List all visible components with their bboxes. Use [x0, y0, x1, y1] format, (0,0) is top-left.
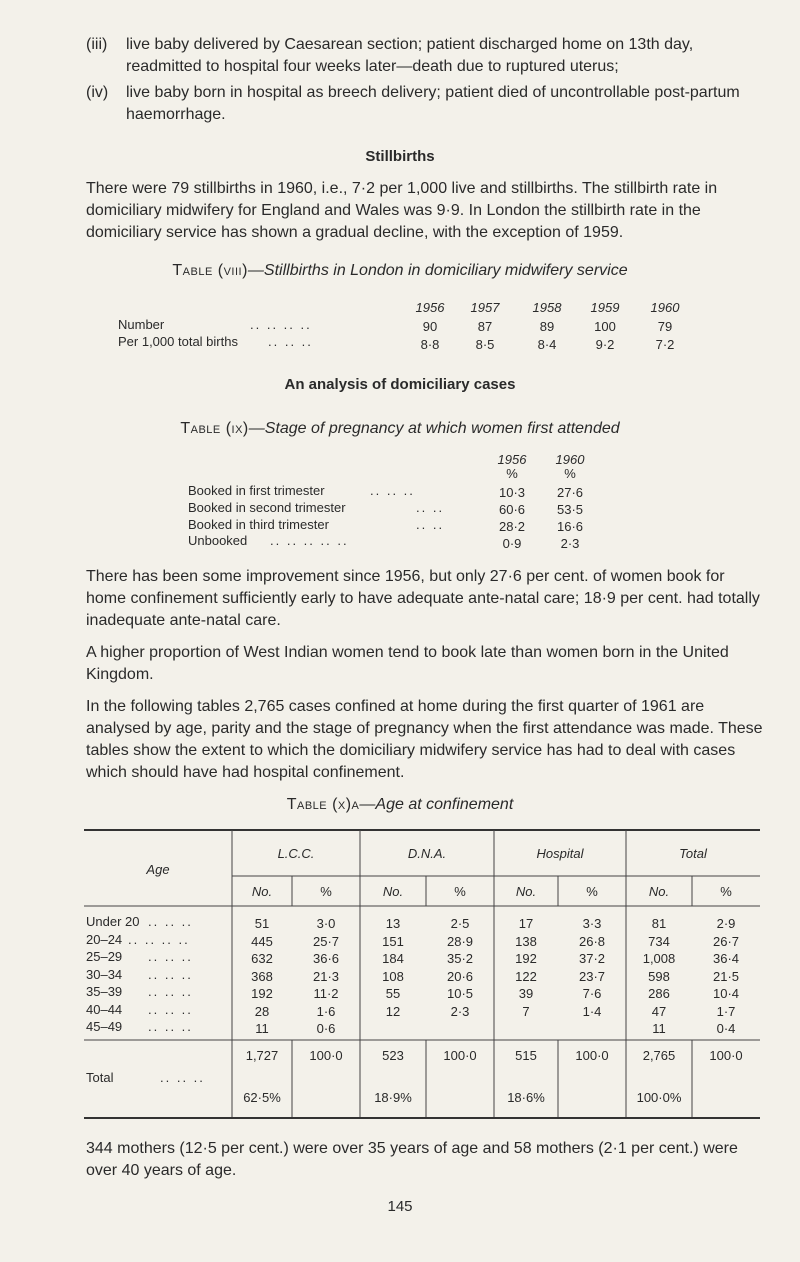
unit-header: %: [506, 466, 518, 481]
list-item-text: live baby delivered by Caesarean section; patient discharged home on 13th day, readmitted to hospital four weeks later—death due to ruptured uterus;: [126, 36, 694, 75]
percent-cell: 1·6: [316, 1003, 336, 1019]
table-label: Table (viii): [172, 262, 248, 279]
group-header: Hospital: [536, 846, 584, 861]
percent-cell: 2·3: [450, 1003, 470, 1019]
total-count: 515: [515, 1048, 537, 1063]
table-cell: 90: [422, 319, 438, 334]
table-title: —Stage of pregnancy at which women first attended: [248, 420, 620, 437]
table-cell: 16·6: [556, 519, 584, 534]
total-share: 18·6%: [507, 1090, 545, 1105]
total-count: 2,765: [642, 1048, 676, 1063]
percent-cell: 36·4: [712, 951, 740, 966]
subheader-pct: %: [720, 884, 732, 899]
total-percent: 100·0: [309, 1048, 343, 1063]
count-cell: 51: [254, 916, 270, 931]
subheader-no: No.: [515, 884, 537, 899]
count-cell: 39: [518, 986, 534, 1001]
table-cell: 0·9: [502, 536, 522, 551]
unit-header: %: [564, 466, 576, 481]
table-label: Table (ix): [180, 420, 249, 437]
count-cell: 108: [382, 968, 404, 984]
table-cell: 60·6: [498, 502, 526, 517]
percent-cell: 36·6: [312, 951, 340, 966]
count-cell: 13: [385, 916, 401, 931]
dot-leader: .. .. .. ..: [250, 317, 312, 332]
percent-cell: 2·9: [716, 916, 736, 931]
total-label: Total: [86, 1070, 114, 1085]
percent-cell: 1·7: [716, 1003, 736, 1019]
list-item-text: live baby born in hospital as breech delivery; patient died of uncontrollable post-partum haemorrhage.: [126, 84, 740, 123]
count-cell: 151: [382, 933, 404, 949]
page-number: 145: [387, 1198, 413, 1215]
subheader-no: No.: [648, 884, 670, 899]
stillbirths-paragraph: There were 79 stillbirths in 1960, i.e., 7·2 per 1,000 live and stillbirths. The stillbirth rate in domiciliary midwifery for England and Wales was 9·9. In London the stillbirth rate in the domiciliary service has shown a gradual decline, with the exception of 1959.: [86, 180, 718, 241]
table-cell: 100: [594, 319, 616, 334]
age-label: 30–34: [86, 966, 123, 982]
row-label: Per 1,000 total births: [118, 334, 238, 349]
percent-cell: 25·7: [312, 933, 340, 949]
subheader-pct: %: [454, 884, 466, 899]
group-header: D.N.A.: [407, 846, 447, 861]
table-cell: 79: [657, 319, 673, 334]
dot-leader: .. .. ..: [268, 334, 313, 349]
dot-leader: .. .. ..: [148, 966, 193, 982]
dot-leader: .. .. ..: [370, 483, 415, 498]
year-header: 1957: [470, 300, 500, 315]
subheader-pct: %: [320, 884, 332, 899]
percent-cell: 35·2: [446, 951, 474, 966]
percent-cell: 23·7: [578, 968, 606, 984]
percent-cell: 10·4: [712, 986, 740, 1001]
count-cell: 192: [515, 951, 537, 966]
body-paragraph: There has been some improvement since 1956, but only 27·6 per cent. of women book for home confinement sufficiently early to have adequate ante-natal care; 18·9 per cent. had totally inadequate ante-natal care.: [86, 568, 760, 629]
percent-cell: 3·3: [582, 916, 602, 931]
list-item-number: (iii): [86, 36, 108, 53]
dot-leader: .. .. ..: [148, 949, 193, 964]
percent-cell: 21·3: [312, 968, 340, 984]
row-label: Unbooked: [188, 533, 248, 548]
table-cell: 2·3: [560, 536, 580, 551]
total-percent: 100·0: [575, 1048, 609, 1063]
total-share: 18·9%: [374, 1090, 412, 1105]
row-label: Booked in first trimester: [188, 483, 325, 498]
age-label: 35–39: [86, 984, 123, 999]
count-cell: 81: [651, 916, 667, 931]
age-column-header: Age: [146, 862, 170, 877]
table-cell: 10·3: [498, 485, 526, 500]
table-cell: 27·6: [556, 485, 584, 500]
dot-leader: .. .. ..: [148, 1019, 193, 1034]
closing-paragraph: 344 mothers (12·5 per cent.) were over 35 years of age and 58 mothers (2·1 per cent.) were over 40 years of age.: [86, 1140, 738, 1179]
section-heading-stillbirths: Stillbirths: [365, 148, 435, 165]
table-title: —Age at confinement: [359, 796, 514, 813]
total-count: 1,727: [245, 1048, 279, 1063]
count-cell: 12: [385, 1003, 401, 1019]
table-cell: 28·2: [498, 519, 526, 534]
count-cell: 28: [254, 1003, 270, 1019]
count-cell: 7: [522, 1003, 530, 1019]
total-share: 62·5%: [243, 1090, 281, 1105]
row-label: Number: [118, 317, 165, 332]
group-header: L.C.C.: [277, 846, 315, 861]
table-cell: 8·8: [420, 337, 440, 352]
dot-leader: .. .. ..: [160, 1070, 205, 1085]
percent-cell: 7·6: [582, 986, 602, 1001]
dot-leader: .. .. ..: [148, 984, 193, 999]
percent-cell: 0·6: [316, 1021, 336, 1036]
subheader-no: No.: [382, 884, 404, 899]
count-cell: 11: [652, 1021, 666, 1036]
count-cell: 598: [648, 968, 670, 984]
year-header: 1956: [497, 452, 527, 467]
percent-cell: 28·9: [446, 933, 474, 949]
count-cell: 47: [651, 1003, 667, 1019]
total-percent: 100·0: [709, 1048, 743, 1063]
total-percent: 100·0: [443, 1048, 477, 1063]
age-label: 40–44: [86, 1001, 123, 1017]
dot-leader: .. ..: [416, 500, 445, 515]
count-cell: 632: [251, 951, 273, 966]
percent-cell: 26·7: [712, 933, 740, 949]
total-share: 100·0%: [636, 1090, 682, 1105]
age-label: 25–29: [86, 949, 123, 964]
age-label: Under 20: [86, 914, 140, 929]
count-cell: 368: [251, 968, 273, 984]
percent-cell: 3·0: [316, 916, 336, 931]
year-header: 1959: [590, 300, 620, 315]
subheader-pct: %: [586, 884, 598, 899]
year-header: 1956: [415, 300, 445, 315]
age-label: 20–24: [86, 931, 123, 947]
count-cell: 122: [515, 968, 537, 984]
percent-cell: 11·2: [313, 986, 339, 1001]
subheader-no: No.: [251, 884, 273, 899]
count-cell: 192: [251, 986, 273, 1001]
row-label: Booked in second trimester: [188, 500, 346, 515]
table-cell: 53·5: [556, 502, 584, 517]
body-paragraph: In the following tables 2,765 cases confined at home during the first quarter of 1961 are analysed by age, parity and the stage of pregnancy when the first attendance was made. These tables show the extent to which the domiciliary midwifery service has had to deal with cases which should have had hospital confinement.: [86, 698, 763, 781]
list-item-number: (iv): [86, 84, 109, 101]
count-cell: 734: [648, 933, 670, 949]
percent-cell: 37·2: [578, 951, 606, 966]
table-cell: 9·2: [595, 337, 615, 352]
percent-cell: 1·4: [582, 1003, 602, 1019]
body-paragraph: A higher proportion of West Indian women tend to book late than women born in the United Kingdom.: [86, 644, 729, 683]
year-header: 1960: [650, 300, 680, 315]
percent-cell: 20·6: [446, 968, 474, 984]
age-label: 45–49: [86, 1019, 123, 1034]
dot-leader: .. .. ..: [148, 1001, 193, 1017]
section-heading-analysis: An analysis of domiciliary cases: [284, 376, 516, 393]
percent-cell: 10·5: [446, 986, 474, 1001]
row-label: Booked in third trimester: [188, 517, 329, 532]
percent-cell: 26·8: [578, 933, 606, 949]
dot-leader: .. .. .. .. ..: [270, 533, 349, 548]
count-cell: 1,008: [642, 951, 676, 966]
count-cell: 17: [518, 916, 534, 931]
count-cell: 286: [648, 986, 670, 1001]
table-title: —Stillbirths in London in domiciliary midwifery service: [247, 262, 628, 279]
dot-leader: .. .. .. ..: [128, 931, 190, 947]
percent-cell: 2·5: [450, 916, 470, 931]
table-label: Table (x)a: [286, 796, 360, 813]
dot-leader: .. .. ..: [148, 914, 193, 929]
table-cell: 8·4: [537, 337, 557, 352]
table-cell: 89: [539, 319, 555, 334]
table-cell: 8·5: [475, 337, 495, 352]
dot-leader: .. ..: [416, 517, 445, 532]
count-cell: 445: [251, 933, 273, 949]
percent-cell: 21·5: [712, 968, 740, 984]
percent-cell: 0·4: [716, 1021, 736, 1036]
count-cell: 11: [255, 1021, 269, 1036]
count-cell: 138: [515, 933, 537, 949]
table-cell: 7·2: [655, 337, 675, 352]
count-cell: 184: [382, 951, 404, 966]
group-header: Total: [679, 846, 707, 861]
total-count: 523: [382, 1048, 404, 1063]
year-header: 1958: [532, 300, 562, 315]
table-cell: 87: [477, 319, 493, 334]
count-cell: 55: [385, 986, 401, 1001]
year-header: 1960: [555, 452, 585, 467]
